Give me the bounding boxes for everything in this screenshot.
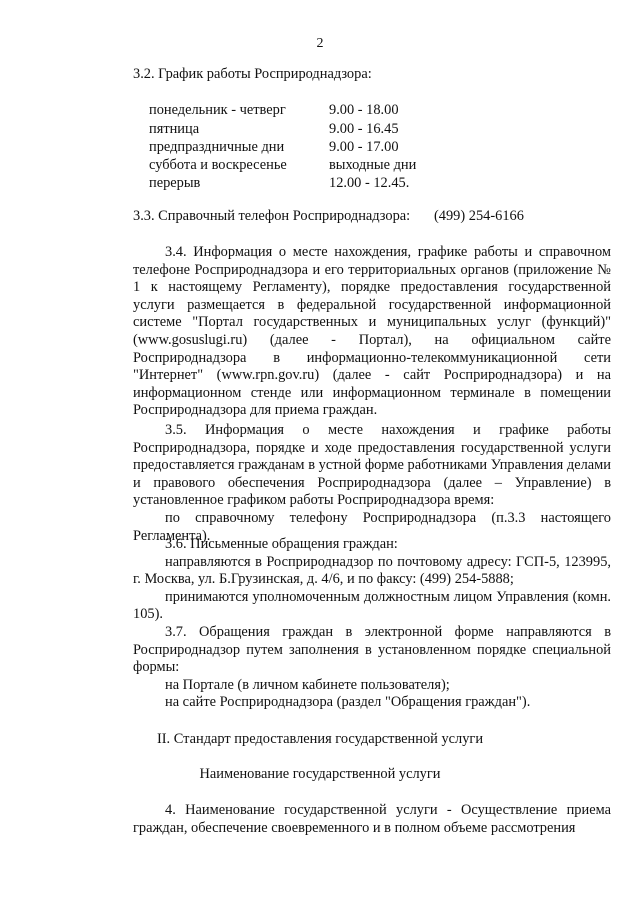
schedule-time: 9.00 - 17.00 xyxy=(329,139,399,155)
paragraph-3-7-item-site: на сайте Росприроднадзора (раздел "Обращения граждан"). xyxy=(165,694,531,711)
phone-number: (499) 254-6166 xyxy=(434,208,524,224)
paragraph-3-7: 3.7. Обращения граждан в электронной форме направляются в Росприроднадзор путем заполнения в установленном порядке специальной формы: xyxy=(133,624,611,676)
section-3-4 xyxy=(133,244,611,420)
schedule-days: перерыв xyxy=(149,175,201,191)
section-3-5 xyxy=(133,422,611,545)
paragraph-3-4: 3.4. Информация о месте нахождения, графике работы и справочном телефоне Росприроднадзора и его территориальных органов (приложение № 1 к настоящему Регламенту), порядке предоставления государственной услуги размещается в федеральной государственной информационной системе "Портал государственных и муниципальных услуг (функций)" (www.gosuslugi.ru) (далее - Портал), на официальном сайте Росприроднадзора в информационно-телекоммуникационной сети "Интернет" (www.rpn.gov.ru) (далее - сайт Росприроднадзора) и на информационном стенде или информационном терминале в помещении Росприроднадзора для приема граждан. xyxy=(133,244,611,419)
paragraph-3-5: 3.5. Информация о месте нахождения и графике работы Росприроднадзора, порядке и ходе предоставления государственной услуги предоставляется гражданам в устной форме работниками Управления делами и правового обеспечения Росприроднадзора (далее – Управление) в установленное графиком работы Росприроднадзора время: xyxy=(133,422,611,509)
section-3-6 xyxy=(133,536,611,624)
paragraph-3-7-item-portal: на Портале (в личном кабинете пользователя); xyxy=(165,676,450,693)
page-number: 2 xyxy=(316,36,324,51)
section-4 xyxy=(133,802,611,837)
paragraph-4: 4. Наименование государственной услуги - Осуществление приема граждан, обеспечение своевременного и в полном объеме рассмотрения xyxy=(133,802,611,836)
work-schedule xyxy=(149,102,449,192)
paragraph-3-6-accepted: принимаются уполномоченным должностным лицом Управления (комн. 105). xyxy=(133,588,611,623)
schedule-heading: 3.2. График работы Росприроднадзора: xyxy=(133,66,372,82)
paragraph-3-6-address: направляются в Росприроднадзор по почтовому адресу: ГСП-5, 123995, г. Москва, ул. Б.Грузинская, д. 4/6, и по факсу: (499) 254-5888; xyxy=(133,553,611,588)
schedule-time: выходные дни xyxy=(329,157,417,173)
schedule-days: суббота и воскресенье xyxy=(149,157,287,173)
paragraph-3-5-phone: по справочному телефону Росприроднадзора (п.3.3 настоящего Регламента). xyxy=(133,509,611,544)
subsection-title: Наименование государственной услуги xyxy=(199,766,441,782)
schedule-time: 9.00 - 16.45 xyxy=(329,121,399,137)
schedule-time: 12.00 - 12.45. xyxy=(329,175,410,191)
schedule-days: понедельник - четверг xyxy=(149,102,286,118)
phone-label: 3.3. Справочный телефон Росприроднадзора: xyxy=(133,208,411,224)
schedule-time: 9.00 - 18.00 xyxy=(329,102,399,118)
paragraph-3-6-heading: 3.6. Письменные обращения граждан: xyxy=(165,536,398,552)
schedule-days: предпраздничные дни xyxy=(149,139,285,155)
schedule-days: пятница xyxy=(149,121,200,137)
section-title: II. Стандарт предоставления государственной услуги xyxy=(156,731,484,747)
section-3-7 xyxy=(133,624,611,712)
